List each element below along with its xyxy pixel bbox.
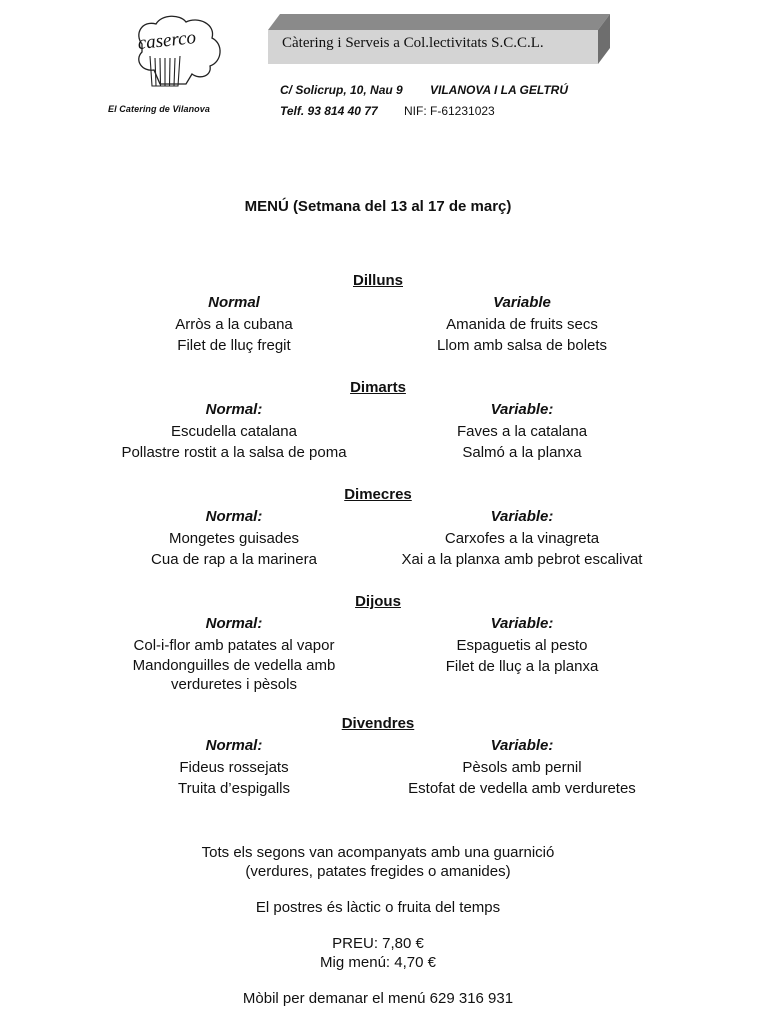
day-heading-dijous: Dijous [355,593,401,610]
day-heading-dimecres: Dimecres [344,486,412,503]
variable-label: Variable: [490,737,554,754]
dish: Fideus rossejats [179,758,289,776]
day-heading-divendres: Divendres [341,715,415,732]
dish: Salmó a la planxa [462,444,582,461]
dish: Cua de rap a la marinera [151,551,317,568]
half-menu-price: Mig menú: 4,70 € [320,954,436,971]
dish: Amanida de fruits secs [446,315,598,333]
garnish-line: (verdures, patates fregides o amanides) [245,863,511,880]
variable-label: Variable [493,294,551,311]
variable-column-dijous [352,613,692,678]
variable-column-dilluns [352,292,692,357]
variable-label: Variable: [490,401,554,418]
variable-label: Variable: [490,615,554,632]
menu-title: MENÚ (Setmana del 13 al 17 de març) [244,198,512,215]
nif: NIF: F-61231023 [404,104,495,118]
mobile-order-note: Mòbil per demanar el menú 629 316 931 [242,990,514,1007]
day-heading-dilluns: Dilluns [352,272,403,289]
dish: Filet de lluç fregit [177,337,291,354]
svg-text:caserco: caserco [136,27,197,55]
normal-label: Normal: [205,615,263,632]
tagline: El Catering de Vilanova [108,104,210,114]
garnish-note [0,843,756,881]
dessert-note: El postres és làctic o fruita del temps [255,899,501,916]
normal-label: Normal [208,294,260,311]
dish: Carxofes a la vinagreta [444,529,600,547]
dish: Pollastre rostit a la salsa de poma [121,444,347,461]
day-heading-dimarts: Dimarts [350,379,406,396]
variable-label: Variable: [490,508,554,525]
normal-label: Normal: [205,401,263,418]
price: PREU: 7,80 € [332,935,424,952]
normal-label: Normal: [205,508,263,525]
phone: Telf. 93 814 40 77 [280,104,378,118]
dish: Arròs a la cubana [175,315,293,333]
dish: Faves a la catalana [456,422,588,440]
dish: Espaguetis al pesto [456,636,588,654]
price-block [0,934,756,972]
caserco-logo [128,14,228,100]
company-name: Càtering i Serveis a Col.lectivitats S.C.C.L. [282,35,544,51]
dish: Escudella catalana [171,422,297,440]
variable-column-divendres [352,735,692,800]
dish: Llom amb salsa de bolets [436,337,608,354]
dish: Xai a la planxa amb pebrot escalivat [401,551,643,568]
garnish-line: Tots els segons van acompanyats amb una guarnició [201,844,555,861]
dish: Mandonguilles de vedella amb [132,657,336,674]
address: C/ Solicrup, 10, Nau 9 [280,83,403,97]
dish: Mongetes guisades [168,529,300,547]
variable-column-dimarts [352,399,692,464]
city: VILANOVA I LA GELTRÚ [430,83,568,97]
dish: Estofat de vedella amb verduretes [408,780,636,797]
dish: Truita d’espigalls [178,780,290,797]
normal-label: Normal: [205,737,263,754]
dish: Filet de lluç a la planxa [445,658,599,675]
dish: Col-i-flor amb patates al vapor [133,636,335,654]
dish: Pèsols amb pernil [462,758,582,776]
dish: verduretes i pèsols [171,676,297,693]
variable-column-dimecres [352,506,692,571]
